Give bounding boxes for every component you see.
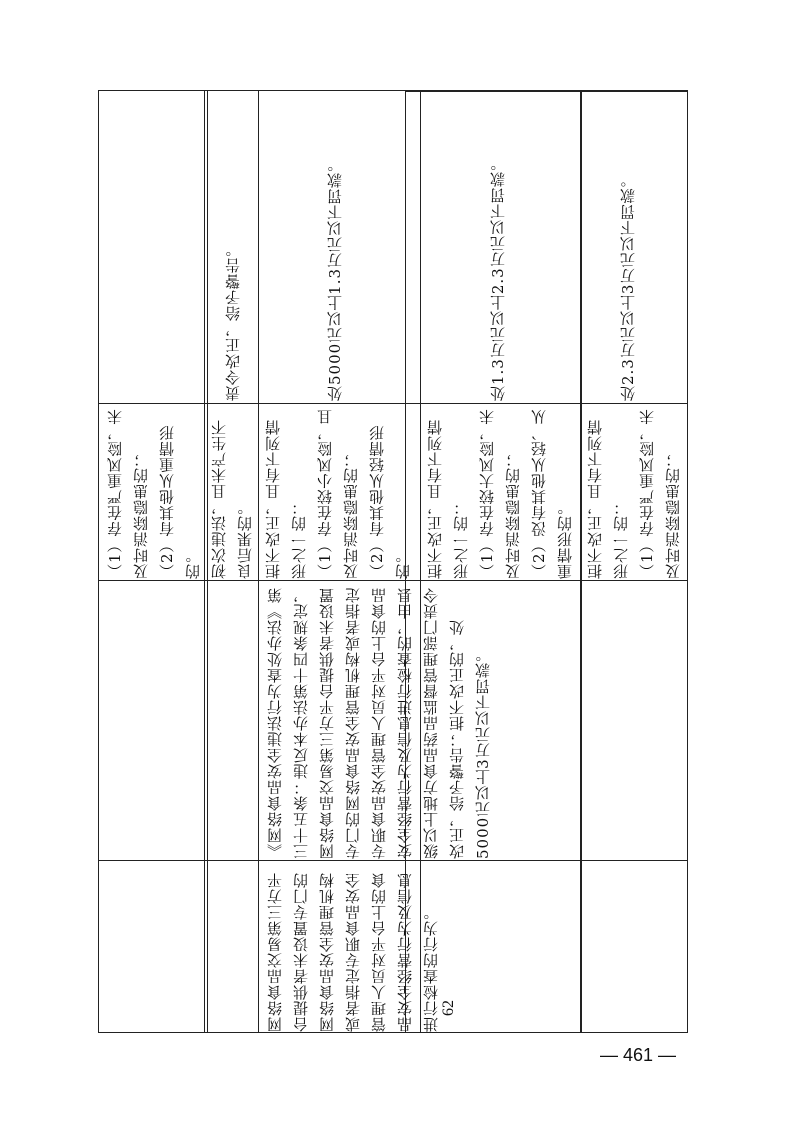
tier3-penalty-cell: 处1.3万元以上2.3万元以下罚款。: [489, 155, 507, 401]
tier2-penalty-cell: 处5000元以上1.3万元以下罚款。: [326, 155, 344, 401]
tier4-penalty-cell: 处2.3万元以上3万元以下罚款。: [619, 171, 637, 401]
legal-basis-cell: 《网络食品安全违法行为查处办法》第三十五条：违反本办法第十四条规定，网络食品交易第三方平台提供者未设置专门的网络食品安全管理机构或者指定专职食品安全管理人员对平台上的食品安全经营行为及信息进行检查的，由县级以上地方食品药品监督管理部门责令改正，给予警告；拒不改正的，处5000元以上3万元以下罚款。: [266, 587, 492, 859]
tier3-circumstance-cell: 拒不改正，且有下列情形之一的： （1）存在较大风险，未及时消除隐患的； （2）没有其他从轻、从重情形的。: [426, 408, 574, 579]
divider-name-basis: [98, 860, 688, 861]
tier2-circumstance-cell: 拒不改正，且有下列情形之一的： （1）存在较小风险，且及时消除隐患的； （2）有其他从轻情形的。: [264, 408, 412, 579]
tier4-circumstance-cell: 拒不改正，且有下列情形之一的： （1）存在严重风险，未及时消除隐患的；: [586, 408, 682, 579]
divider-subrow-2: [258, 90, 259, 1033]
tier1-penalty-cell: 责令改正，给予警告。: [224, 241, 242, 401]
row-number: 62: [440, 1000, 457, 1016]
divider-basis-circumstance: [98, 580, 688, 581]
page-number: — 461 —: [600, 1045, 677, 1065]
divider-subrow-1: [204, 90, 205, 1033]
prev-circumstance-cell: （1）存在严重风险，未及时消除隐患的； （2）有其他从重情形的。: [106, 408, 202, 579]
item-name-cell: 网络食品交易第三方平台提供者未设置专门的网络食品安全管理机构或者指定专职食品安全管理人员对平台上的食品安全经营行为及信息进行检查的行为。: [266, 872, 440, 1032]
divider-circumstance-penalty: [98, 403, 688, 404]
tier1-circumstance-cell: 初次违法，且未产生不良后果的。: [210, 419, 254, 579]
